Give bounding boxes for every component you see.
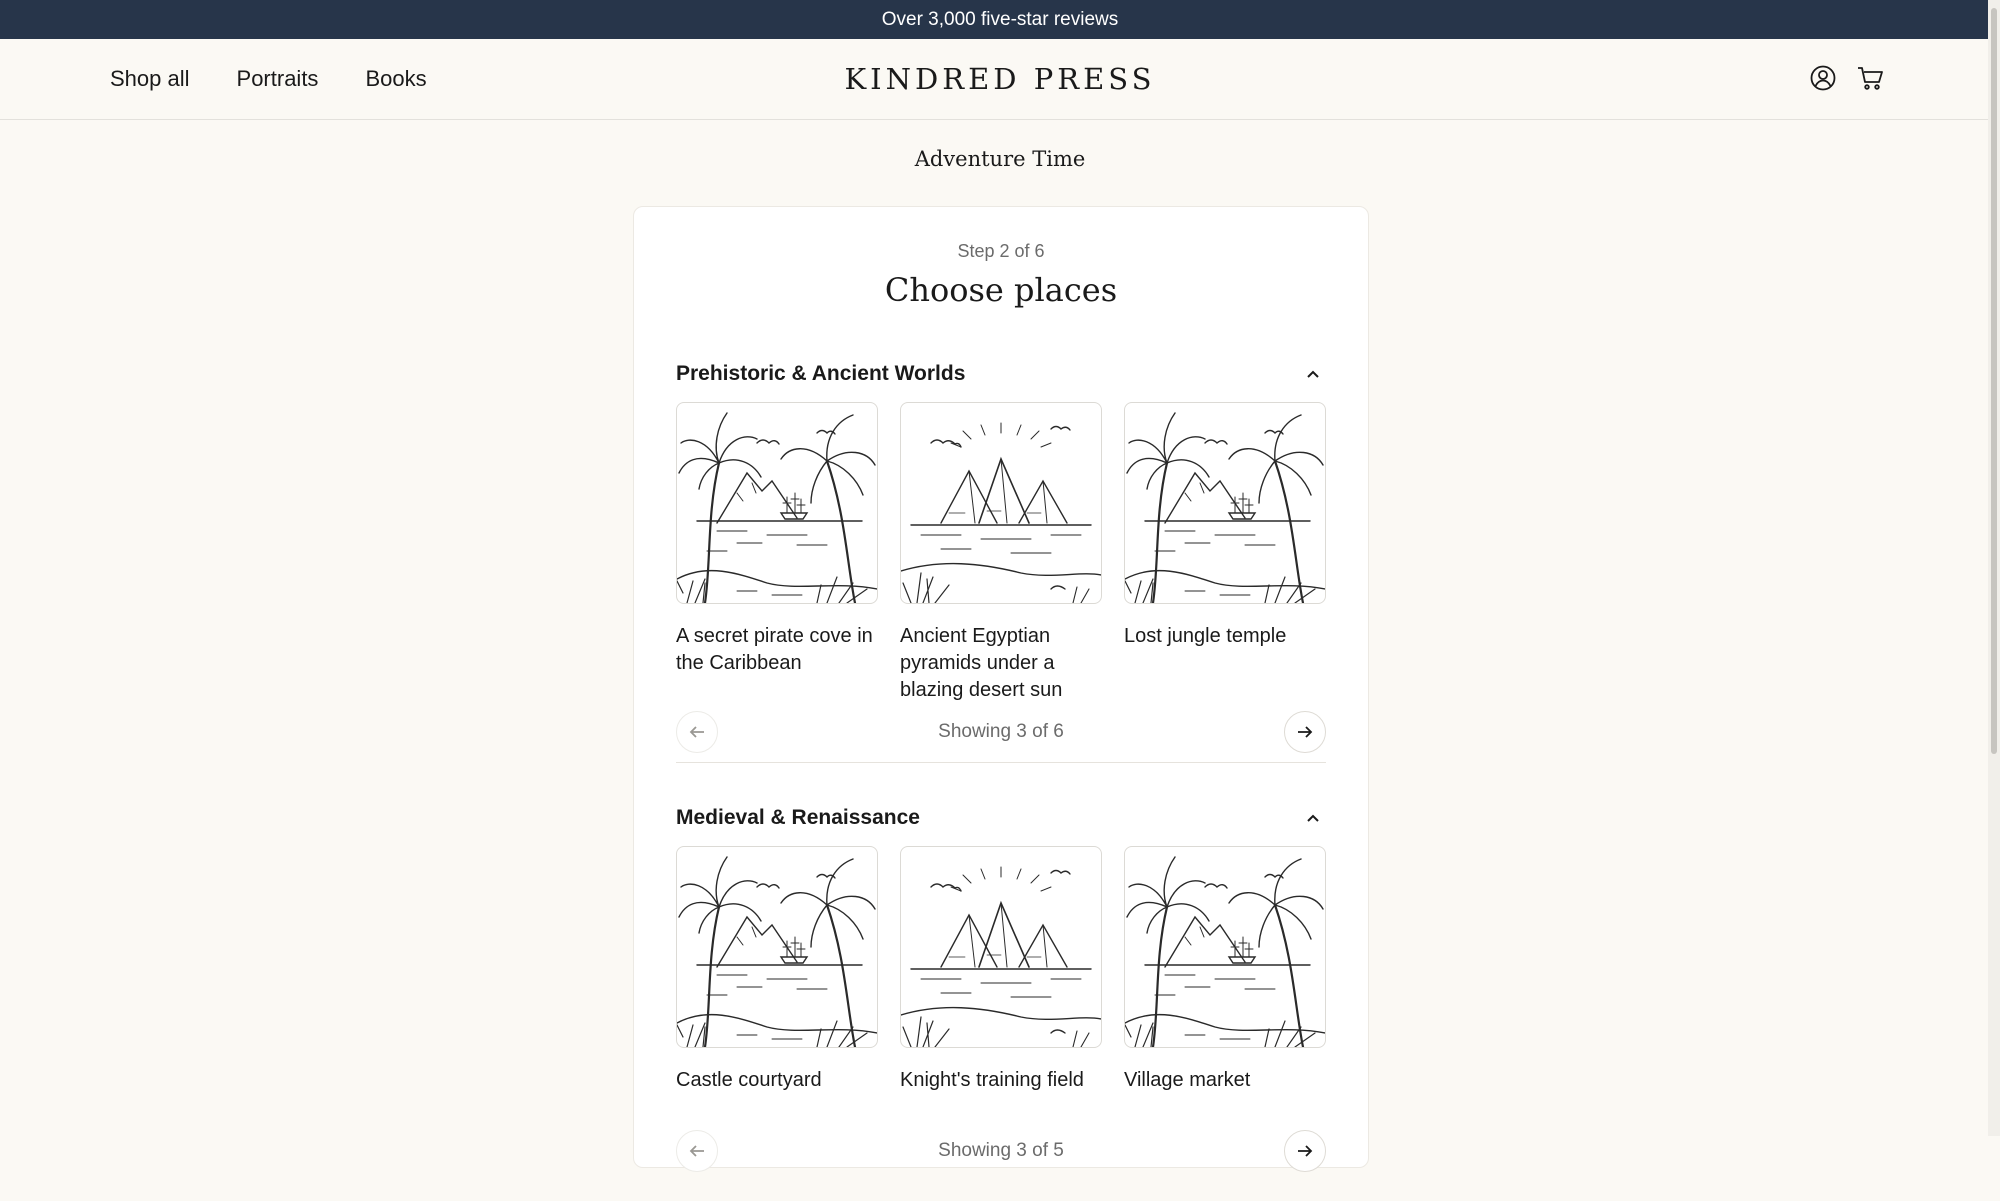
brand-logo[interactable] xyxy=(0,39,2000,119)
arrow-left-icon xyxy=(689,1144,705,1158)
place-image-palm-cove xyxy=(676,402,878,604)
place-image-palm-cove xyxy=(676,846,878,1048)
carousel-pager xyxy=(676,710,1326,754)
place-image-palm-cove xyxy=(1124,846,1326,1048)
section-header[interactable] xyxy=(676,357,1326,391)
arrow-right-icon xyxy=(1297,1144,1313,1158)
next-button[interactable] xyxy=(1284,1130,1326,1172)
section-prehistoric-ancient xyxy=(676,357,1326,757)
section-title: Prehistoric & Ancient Worlds xyxy=(676,362,966,385)
wizard-card xyxy=(633,206,1369,1168)
place-label: A secret pirate cove in the Caribbean xyxy=(676,625,873,674)
chevron-up-icon[interactable] xyxy=(1300,805,1326,831)
nav-portraits[interactable]: Portraits xyxy=(236,66,319,91)
place-label: Village market xyxy=(1124,1069,1251,1091)
place-card[interactable] xyxy=(900,846,1102,1094)
next-button[interactable] xyxy=(1284,711,1326,753)
page-title: Adventure Time xyxy=(914,147,1086,171)
prev-button[interactable] xyxy=(676,711,718,753)
site-header xyxy=(0,39,2000,120)
section-header[interactable] xyxy=(676,801,1326,835)
step-heading: Choose places xyxy=(884,271,1118,309)
place-label: Knight's training field xyxy=(900,1069,1084,1091)
scrollbar-thumb[interactable] xyxy=(1991,8,1997,754)
header-actions xyxy=(1808,63,1886,93)
chevron-up-icon[interactable] xyxy=(1300,361,1326,387)
section-title: Medieval & Renaissance xyxy=(676,806,920,829)
pager-status: Showing 3 of 5 xyxy=(938,1140,1064,1161)
section-divider xyxy=(676,762,1326,763)
place-image-pyramids xyxy=(900,402,1102,604)
banner-text: Over 3,000 five-star reviews xyxy=(881,8,1119,30)
place-card[interactable] xyxy=(1124,402,1326,650)
place-image-palm-cove xyxy=(1124,402,1326,604)
nav-books[interactable]: Books xyxy=(365,66,427,91)
nav-shop-all[interactable]: Shop all xyxy=(110,66,190,91)
place-carousel xyxy=(676,402,1326,702)
arrow-right-icon xyxy=(1297,725,1313,739)
place-card[interactable] xyxy=(676,402,878,677)
place-carousel xyxy=(676,846,1326,1146)
place-card[interactable] xyxy=(676,846,878,1094)
place-image-pyramids xyxy=(900,846,1102,1048)
brand-logo-text[interactable]: KINDRED PRESS xyxy=(844,62,1156,96)
step-indicator: Step 2 of 6 xyxy=(957,241,1045,261)
place-label: Lost jungle temple xyxy=(1124,625,1287,647)
pager-status: Showing 3 of 6 xyxy=(938,721,1064,742)
place-card[interactable] xyxy=(900,402,1102,704)
place-card[interactable] xyxy=(1124,846,1326,1094)
prev-button[interactable] xyxy=(676,1130,718,1172)
place-label: Ancient Egyptian pyramids under a blazing desert sun xyxy=(900,625,1063,701)
cart-icon[interactable] xyxy=(1856,63,1886,93)
place-label: Castle courtyard xyxy=(676,1069,822,1091)
arrow-left-icon xyxy=(689,725,705,739)
announcement-banner xyxy=(0,0,2000,39)
section-medieval-renaissance xyxy=(676,801,1326,1201)
account-icon[interactable] xyxy=(1808,63,1838,93)
